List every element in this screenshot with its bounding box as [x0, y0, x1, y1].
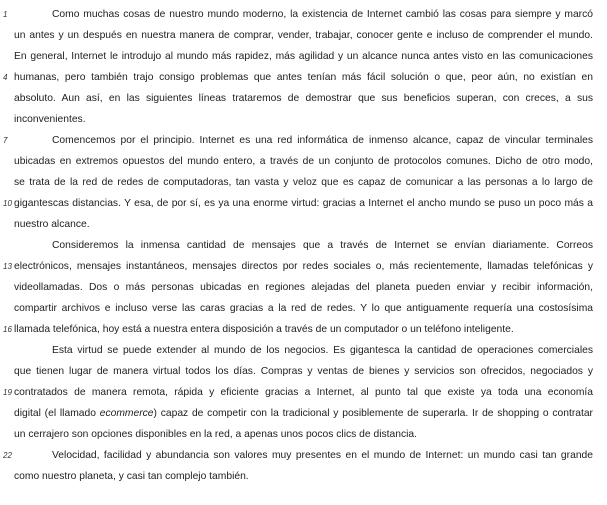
- line-text: contratados de manera remota, rápida y eficiente gracias a Internet, al punto tal que existe ya toda una economía: [14, 387, 593, 398]
- text-line: [14, 88, 593, 109]
- paragraph: [3, 4, 593, 130]
- text-line: [14, 172, 593, 193]
- paragraph: [3, 445, 593, 487]
- document-body: [3, 4, 593, 487]
- line-text: videollamadas. Dos o más personas ubicadas en regiones alejadas del planeta pueden enviar y recibir información,: [14, 282, 593, 293]
- paragraph: [3, 235, 593, 340]
- line-text: [14, 408, 593, 419]
- line-number: 10: [3, 199, 12, 208]
- text-line: [3, 256, 593, 277]
- line-number: 22: [3, 451, 12, 460]
- paragraph: [3, 340, 593, 445]
- text-line: [14, 403, 593, 424]
- line-number: 7: [3, 136, 8, 145]
- line-text: nuestro alcance.: [14, 219, 90, 230]
- text-segment: digital (el llamado: [14, 408, 100, 419]
- line-text: un cerrajero son opciones disponibles en la red, a apenas unos pocos clics de distancia.: [14, 429, 417, 440]
- line-number: 13: [3, 262, 12, 271]
- line-text: Comencemos por el principio. Internet es una red informática de inmenso alcance, capaz de vincular terminales: [52, 135, 593, 146]
- line-text: En general, Internet le introdujo al mundo más rapidez, más agilidad y un alcance nunca antes visto en las comunicaciones: [14, 51, 593, 62]
- line-text: Esta virtud se puede extender al mundo de los negocios. Es gigantesca la cantidad de operaciones comerciales: [52, 345, 593, 356]
- line-text: Como muchas cosas de nuestro mundo moderno, la existencia de Internet cambió las cosas para siempre y marcó: [52, 9, 593, 20]
- line-text: absoluto. Aun así, en las siguientes líneas trataremos de demostrar que sus beneficios superan, con creces, a sus: [14, 93, 593, 104]
- line-text: humanas, pero también trajo consigo problemas que antes tenían más fácil solución o que, peor aún, no existían en: [14, 72, 593, 83]
- text-line: [14, 466, 593, 487]
- text-line: [14, 340, 593, 361]
- text-line: [3, 445, 593, 466]
- line-text: inconvenientes.: [14, 114, 86, 125]
- text-line: [14, 424, 593, 445]
- text-line: [14, 25, 593, 46]
- text-line: [14, 298, 593, 319]
- text-line: [3, 319, 593, 340]
- text-line: [3, 382, 593, 403]
- text-line: [3, 130, 593, 151]
- line-text: ubicadas en extremos opuestos del mundo entero, a través de un conjunto de protocolos comunes. Dicho de otro modo,: [14, 156, 593, 167]
- line-number: 19: [3, 388, 12, 397]
- text-line: [14, 46, 593, 67]
- text-line: [3, 4, 593, 25]
- text-line: [14, 235, 593, 256]
- line-text: Velocidad, facilidad y abundancia son valores muy presentes en el mundo de Internet: un mundo casi tan grande: [52, 450, 593, 461]
- text-line: [14, 214, 593, 235]
- text-line: [14, 277, 593, 298]
- line-text: como nuestro planeta, y casi tan complejo también.: [14, 471, 249, 482]
- line-text: llamada telefónica, hoy está a nuestra entera disposición a través de un computador o un teléfono inteligente.: [14, 324, 514, 335]
- italic-term: ecommerce: [99, 408, 154, 419]
- line-number: 16: [3, 325, 12, 334]
- text-segment: ) capaz de competir con la tradicional y posiblemente de superarla. Ir de shopping o contratar: [153, 408, 593, 419]
- line-text: electrónicos, mensajes instantáneos, mensajes directos por redes sociales o, más recientemente, llamadas telefónicas y: [14, 261, 593, 272]
- line-text: un antes y un después en nuestra manera de comprar, vender, trabajar, conocer gente e incluso de comprender el mundo.: [14, 30, 593, 41]
- paragraph: [3, 130, 593, 235]
- line-text: gigantescas distancias. Y esa, de por sí, es ya una enorme virtud: gracias a Internet el ancho mundo se puso un poco más a: [14, 198, 593, 209]
- line-text: se trata de la red de redes de computadoras, tan vasta y veloz que es capaz de comunicar a las personas a lo largo de: [14, 177, 593, 188]
- line-number: 1: [3, 10, 8, 19]
- text-line: [14, 361, 593, 382]
- line-number: 4: [3, 73, 8, 82]
- text-line: [14, 151, 593, 172]
- text-line: [3, 193, 593, 214]
- text-line: [3, 67, 593, 88]
- line-text: compartir archivos e incluso verse las caras gracias a la red de redes. Y lo que antiguamente requería una costosísima: [14, 303, 593, 314]
- text-line: [14, 109, 593, 130]
- line-text: que tienen lugar de manera virtual todos los días. Compras y ventas de bienes y servicios son ofrecidos, negociados y: [14, 366, 593, 377]
- line-text: Consideremos la inmensa cantidad de mensajes que a través de Internet se envían diariamente. Correos: [52, 240, 593, 251]
